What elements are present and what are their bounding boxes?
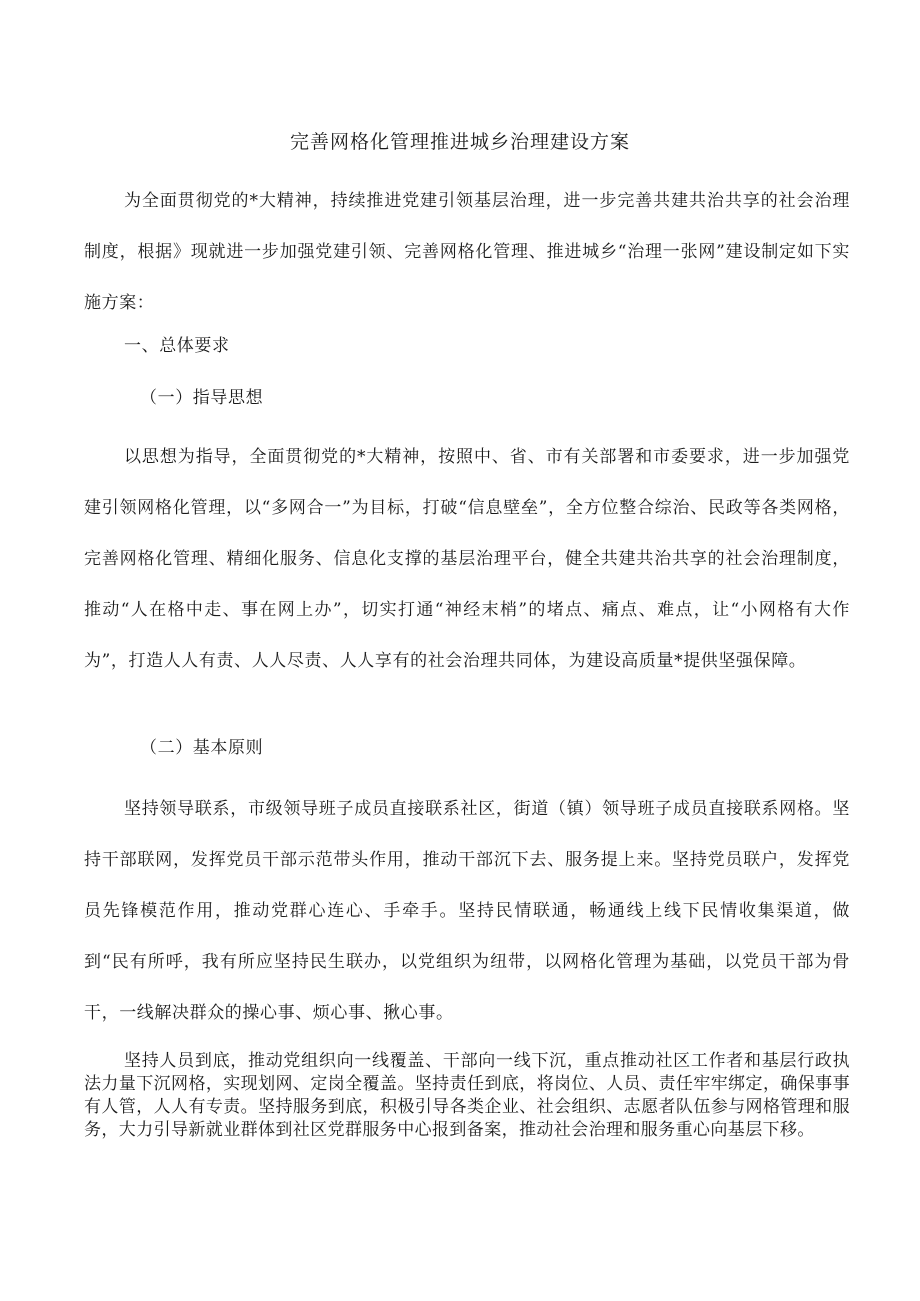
guiding-ideology-paragraph: 以思想为指导，全面贯彻党的*大精神，按照中、省、市有关部署和市委要求，进一步加强党建引领网格化管理，以“多网合一”为目标，打破“信息壁垒”，全方位整合综治、民政等各类网格，完善网格化管理、精细化服务、信息化支撑的基层治理平台，健全共建共治共享的社会治理制度，推动“人在格中走、事在网上办”，切实打通“神经末梢”的堵点、痛点、难点，让“小网格有大作为”，打造人人有责、人人尽责、人人享有的社会治理共同体，为建设高质量*提供坚强保障。	[84, 447, 850, 671]
document-title: 完善网格化管理推进城乡治理建设方案	[289, 131, 630, 153]
subsection-heading-basic-principles: （二）基本原则	[140, 738, 264, 758]
intro-paragraph: 为全面贯彻党的*大精神，持续推进党建引领基层治理，进一步完善共建共治共享的社会治理制度，根据》现就进一步加强党建引领、完善网格化管理、推进城乡“治理一张网”建设制定如下实施方案：	[84, 191, 850, 313]
basic-principles-paragraph-2: 坚持人员到底，推动党组织向一线覆盖、干部向一线下沉，重点推动社区工作者和基层行政执法力量下沉网格，实现划网、定岗全覆盖。坚持责任到底，将岗位、人员、责任牢牢绑定，确保事事有人管，人人有专责。坚持服务到底，积极引导各类企业、社会组织、志愿者队伍参与网格管理和服务，大力引导新就业群体到社区党群服务中心报到备案，推动社会治理和服务重心向基层下移。	[84, 1051, 850, 1140]
section-heading-general-requirements: 一、总体要求	[124, 336, 230, 356]
basic-principles-paragraph-1: 坚持领导联系，市级领导班子成员直接联系社区，街道（镇）领导班子成员直接联系网格。坚持干部联网，发挥党员干部示范带头作用，推动干部沉下去、服务提上来。坚持党员联户，发挥党员先锋模范作用，推动党群心连心、手牵手。坚持民情联通，畅通线上线下民情收集渠道，做到“民有所呼，我有所应坚持民生联办，以党组织为纽带，以网格化管理为基础，以党员干部为骨干，一线解决群众的操心事、烦心事、揪心事。	[84, 799, 850, 1023]
subsection-heading-guiding-ideology: （一）指导思想	[140, 388, 264, 408]
